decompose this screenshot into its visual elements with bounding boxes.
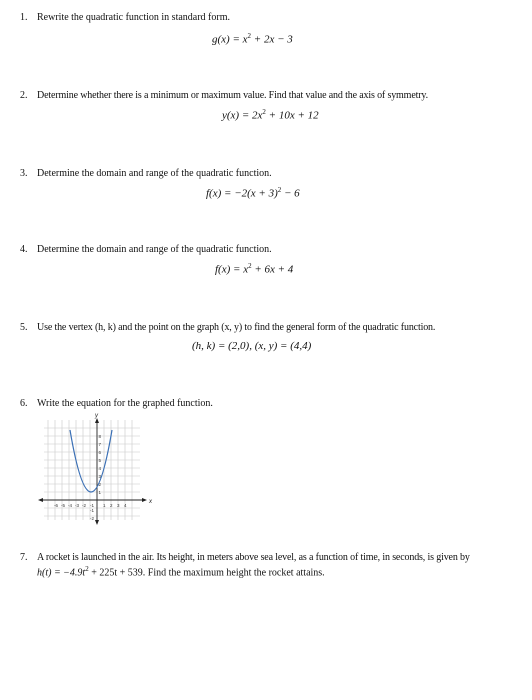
y-tick-label: 6 xyxy=(98,450,102,455)
x-tick-label: -1 xyxy=(90,503,95,508)
question-5-number: 5. xyxy=(20,322,28,333)
question-2-equation: $y(x) = 2x^2 + 10x + 12$ xyxy=(222,108,319,122)
x-tick-label: 4 xyxy=(124,503,127,508)
x-axis-arrow-left xyxy=(38,498,43,502)
x-tick-label: -2 xyxy=(82,503,87,508)
y-tick-label: -1 xyxy=(90,508,95,513)
x-axis-arrow-right xyxy=(142,498,147,502)
y-tick-label: 8 xyxy=(98,434,102,439)
y-tick-label: 4 xyxy=(98,466,102,471)
x-tick-label: -6 xyxy=(54,503,59,508)
question-7-number: 7. xyxy=(20,552,28,563)
question-4-number: 4. xyxy=(20,244,28,255)
question-1-number: 1. xyxy=(20,12,28,23)
x-tick-label: 3 xyxy=(117,503,120,508)
x-tick-label: -3 xyxy=(75,503,80,508)
question-6-number: 6. xyxy=(20,398,28,409)
question-3-equation: $f(x) = -2(x + 3)^2 - 6$ xyxy=(206,186,300,200)
question-5-prompt: Use the vertex (h, k) and the point on the graph (x, y) to find the general form of the quadratic function. xyxy=(37,322,436,333)
question-5-equation: (h, k) = (2,0), (x, y) = (4,4) xyxy=(192,340,312,352)
y-tick-label: 2 xyxy=(98,482,102,487)
x-tick-label: -5 xyxy=(61,503,66,508)
question-3-prompt: Determine the domain and range of the quadratic function. xyxy=(37,168,272,179)
question-4-equation: $f(x) = x^2 + 6x + 4$ xyxy=(215,262,294,276)
y-tick-label: 7 xyxy=(98,442,102,447)
x-axis-label: x xyxy=(149,499,152,505)
question-7-prompt: A rocket is launched in the air. Its height, in meters above sea level, as a function of time, in seconds, is given by xyxy=(37,552,470,563)
question-2-number: 2. xyxy=(20,90,28,101)
question-7-prompt-line2: $h(t) = -4.9t^2 + 225t + 539$. Find the maximum height the rocket attains. xyxy=(37,565,325,579)
question-6-prompt: Write the equation for the graphed function. xyxy=(37,398,213,409)
y-tick-label: 5 xyxy=(98,458,102,463)
y-axis-label: y xyxy=(95,413,98,419)
question-1-prompt: Rewrite the quadratic function in standard form. xyxy=(37,12,230,23)
x-tick-label: -4 xyxy=(68,503,73,508)
question-6-graph xyxy=(30,412,160,527)
y-tick-label: 1 xyxy=(98,490,102,495)
x-tick-label: 2 xyxy=(110,503,113,508)
question-4-prompt: Determine the domain and range of the quadratic function. xyxy=(37,244,272,255)
y-tick-label: -2 xyxy=(90,516,95,521)
question-2-prompt: Determine whether there is a minimum or maximum value. Find that value and the axis of symmetry. xyxy=(37,90,428,101)
parabola-curve xyxy=(70,430,112,492)
question-1-equation: $g(x) = x^2 + 2x - 3$ xyxy=(212,32,293,46)
y-axis-arrow-down xyxy=(95,520,99,525)
y-tick-label: 3 xyxy=(98,474,102,479)
question-3-number: 3. xyxy=(20,168,28,179)
x-tick-label: 1 xyxy=(103,503,106,508)
